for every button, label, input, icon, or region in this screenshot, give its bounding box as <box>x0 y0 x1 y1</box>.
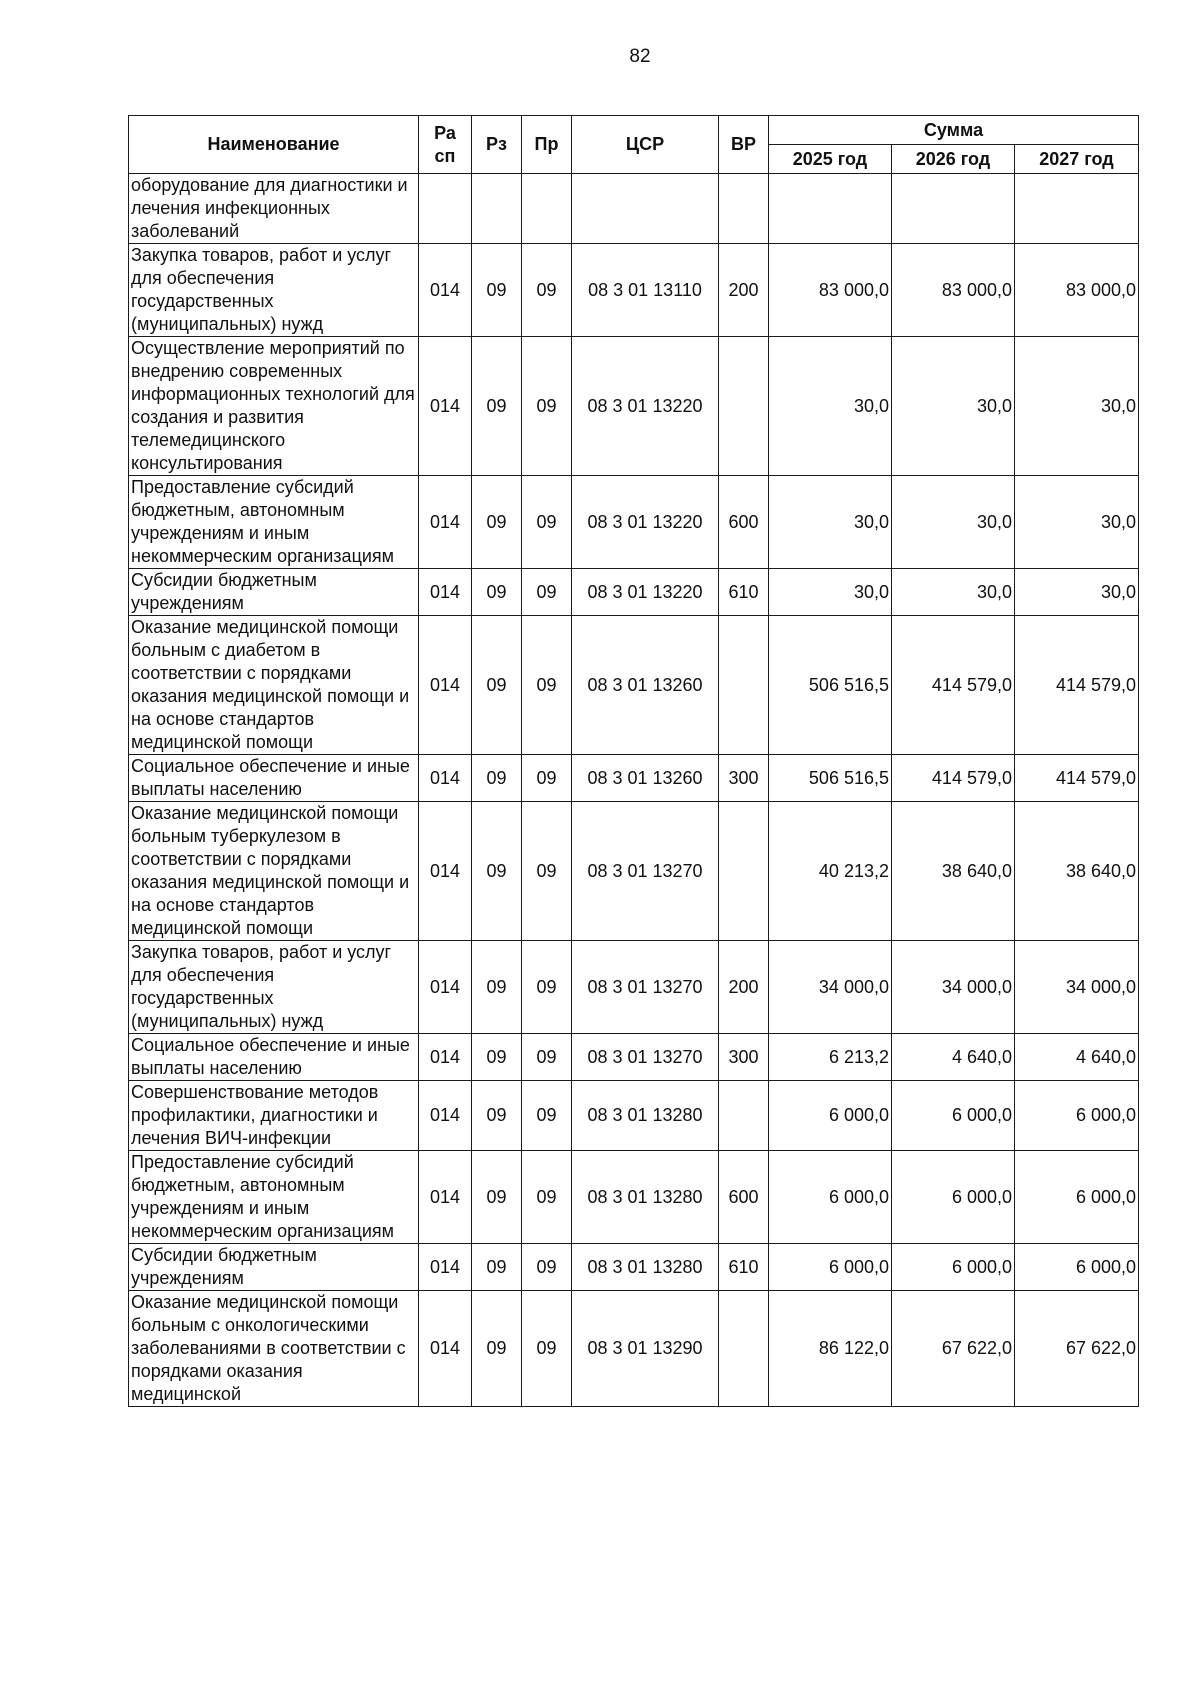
cell-csr <box>572 174 719 244</box>
cell-csr: 08 3 01 13220 <box>572 569 719 616</box>
cell-vr <box>719 616 769 755</box>
cell-pr <box>522 174 572 244</box>
cell-name: Закупка товаров, работ и услуг для обеспечения государственных (муниципальных) нужд <box>129 244 419 337</box>
cell-amount-2027: 6 000,0 <box>1015 1244 1139 1291</box>
table-row <box>129 569 1139 616</box>
cell-name: Субсидии бюджетным учреждениям <box>129 569 419 616</box>
cell-name: Предоставление субсидий бюджетным, автономным учреждениям и иным некоммерческим организациям <box>129 1151 419 1244</box>
cell-csr: 08 3 01 13270 <box>572 941 719 1034</box>
cell-rz: 09 <box>472 569 522 616</box>
cell-rz: 09 <box>472 941 522 1034</box>
cell-vr <box>719 174 769 244</box>
cell-amount-2025: 6 000,0 <box>769 1151 892 1244</box>
cell-amount-2027: 6 000,0 <box>1015 1081 1139 1151</box>
cell-amount-2026: 83 000,0 <box>892 244 1015 337</box>
cell-amount-2026: 30,0 <box>892 337 1015 476</box>
cell-pr: 09 <box>522 1244 572 1291</box>
table-row <box>129 941 1139 1034</box>
cell-vr: 300 <box>719 1034 769 1081</box>
cell-amount-2026: 414 579,0 <box>892 755 1015 802</box>
cell-amount-2026: 34 000,0 <box>892 941 1015 1034</box>
cell-rz: 09 <box>472 337 522 476</box>
header-rasp <box>419 116 472 174</box>
cell-amount-2025: 40 213,2 <box>769 802 892 941</box>
table-row <box>129 1151 1139 1244</box>
cell-rz: 09 <box>472 1151 522 1244</box>
cell-amount-2027: 30,0 <box>1015 337 1139 476</box>
header-sum: Сумма <box>769 116 1139 145</box>
cell-rz: 09 <box>472 1244 522 1291</box>
header-year-2026: 2026 год <box>892 145 1015 174</box>
cell-amount-2027: 38 640,0 <box>1015 802 1139 941</box>
cell-name: Оказание медицинской помощи больным с диабетом в соответствии с порядками оказания медицинской помощи и на основе стандартов медицинской помощи <box>129 616 419 755</box>
cell-csr: 08 3 01 13280 <box>572 1151 719 1244</box>
cell-amount-2026: 30,0 <box>892 476 1015 569</box>
cell-amount-2025: 86 122,0 <box>769 1291 892 1407</box>
cell-pr: 09 <box>522 337 572 476</box>
header-pr: Пр <box>522 116 572 174</box>
cell-vr: 610 <box>719 569 769 616</box>
cell-rz: 09 <box>472 244 522 337</box>
cell-csr: 08 3 01 13280 <box>572 1081 719 1151</box>
cell-rasp: 014 <box>419 1151 472 1244</box>
cell-rz: 09 <box>472 476 522 569</box>
cell-csr: 08 3 01 13110 <box>572 244 719 337</box>
cell-rasp: 014 <box>419 1081 472 1151</box>
cell-pr: 09 <box>522 616 572 755</box>
cell-name: оборудование для диагностики и лечения инфекционных заболеваний <box>129 174 419 244</box>
cell-vr: 610 <box>719 1244 769 1291</box>
cell-rz: 09 <box>472 1081 522 1151</box>
cell-vr: 600 <box>719 476 769 569</box>
cell-rasp: 014 <box>419 1244 472 1291</box>
cell-vr: 600 <box>719 1151 769 1244</box>
cell-vr: 200 <box>719 941 769 1034</box>
cell-amount-2025: 34 000,0 <box>769 941 892 1034</box>
cell-rz: 09 <box>472 1034 522 1081</box>
header-rasp-bottom: сп <box>434 145 456 166</box>
cell-amount-2026: 414 579,0 <box>892 616 1015 755</box>
cell-pr: 09 <box>522 802 572 941</box>
cell-amount-2026: 30,0 <box>892 569 1015 616</box>
cell-vr <box>719 1081 769 1151</box>
cell-rasp: 014 <box>419 941 472 1034</box>
cell-vr: 200 <box>719 244 769 337</box>
cell-rasp: 014 <box>419 337 472 476</box>
cell-amount-2026: 4 640,0 <box>892 1034 1015 1081</box>
table-row <box>129 1034 1139 1081</box>
cell-name: Оказание медицинской помощи больным туберкулезом в соответствии с порядками оказания медицинской помощи и на основе стандартов медицинской помощи <box>129 802 419 941</box>
cell-name: Закупка товаров, работ и услуг для обеспечения государственных (муниципальных) нужд <box>129 941 419 1034</box>
header-rz: Рз <box>472 116 522 174</box>
table-row <box>129 174 1139 244</box>
table-row <box>129 755 1139 802</box>
cell-rz: 09 <box>472 616 522 755</box>
cell-rasp: 014 <box>419 616 472 755</box>
cell-amount-2027: 83 000,0 <box>1015 244 1139 337</box>
cell-amount-2027: 6 000,0 <box>1015 1151 1139 1244</box>
cell-amount-2026: 38 640,0 <box>892 802 1015 941</box>
header-year-2025: 2025 год <box>769 145 892 174</box>
cell-name: Оказание медицинской помощи больным с онкологическими заболеваниями в соответствии с порядками оказания медицинской <box>129 1291 419 1407</box>
cell-pr: 09 <box>522 941 572 1034</box>
cell-vr <box>719 1291 769 1407</box>
table-row <box>129 802 1139 941</box>
cell-vr <box>719 337 769 476</box>
cell-name: Субсидии бюджетным учреждениям <box>129 1244 419 1291</box>
cell-csr: 08 3 01 13270 <box>572 1034 719 1081</box>
cell-amount-2027 <box>1015 174 1139 244</box>
cell-rasp: 014 <box>419 476 472 569</box>
cell-pr: 09 <box>522 1151 572 1244</box>
header-rasp-top: Ра <box>434 122 456 143</box>
cell-pr: 09 <box>522 1081 572 1151</box>
cell-rasp <box>419 174 472 244</box>
cell-rz <box>472 174 522 244</box>
cell-amount-2026: 6 000,0 <box>892 1151 1015 1244</box>
cell-amount-2025: 83 000,0 <box>769 244 892 337</box>
header-name: Наименование <box>129 116 419 174</box>
cell-csr: 08 3 01 13260 <box>572 755 719 802</box>
cell-name: Социальное обеспечение и иные выплаты населению <box>129 755 419 802</box>
table-row <box>129 616 1139 755</box>
cell-amount-2025: 506 516,5 <box>769 616 892 755</box>
cell-rasp: 014 <box>419 1034 472 1081</box>
header-vr: ВР <box>719 116 769 174</box>
cell-amount-2027: 30,0 <box>1015 476 1139 569</box>
page-number: 82 <box>629 46 651 67</box>
budget-table <box>128 115 1139 1407</box>
table-row <box>129 244 1139 337</box>
cell-vr: 300 <box>719 755 769 802</box>
cell-pr: 09 <box>522 476 572 569</box>
header-year-2027: 2027 год <box>1015 145 1139 174</box>
table-header <box>129 116 1139 174</box>
table-body <box>129 174 1139 1407</box>
cell-amount-2025: 6 000,0 <box>769 1244 892 1291</box>
table-row <box>129 337 1139 476</box>
cell-pr: 09 <box>522 1034 572 1081</box>
cell-name: Осуществление мероприятий по внедрению современных информационных технологий для создания и развития телемедицинского консультирования <box>129 337 419 476</box>
cell-csr: 08 3 01 13220 <box>572 476 719 569</box>
cell-amount-2027: 30,0 <box>1015 569 1139 616</box>
cell-amount-2027: 414 579,0 <box>1015 755 1139 802</box>
cell-amount-2026: 6 000,0 <box>892 1244 1015 1291</box>
cell-csr: 08 3 01 13220 <box>572 337 719 476</box>
cell-amount-2027: 414 579,0 <box>1015 616 1139 755</box>
cell-csr: 08 3 01 13270 <box>572 802 719 941</box>
table-row <box>129 1291 1139 1407</box>
cell-vr <box>719 802 769 941</box>
cell-csr: 08 3 01 13260 <box>572 616 719 755</box>
cell-amount-2027: 67 622,0 <box>1015 1291 1139 1407</box>
cell-rasp: 014 <box>419 569 472 616</box>
cell-amount-2026: 67 622,0 <box>892 1291 1015 1407</box>
table-row <box>129 1081 1139 1151</box>
cell-rz: 09 <box>472 755 522 802</box>
cell-name: Совершенствование методов профилактики, диагностики и лечения ВИЧ-инфекции <box>129 1081 419 1151</box>
cell-rasp: 014 <box>419 802 472 941</box>
cell-rasp: 014 <box>419 755 472 802</box>
cell-pr: 09 <box>522 569 572 616</box>
cell-amount-2025 <box>769 174 892 244</box>
cell-amount-2027: 4 640,0 <box>1015 1034 1139 1081</box>
cell-amount-2025: 30,0 <box>769 476 892 569</box>
cell-name: Социальное обеспечение и иные выплаты населению <box>129 1034 419 1081</box>
cell-amount-2026 <box>892 174 1015 244</box>
cell-csr: 08 3 01 13290 <box>572 1291 719 1407</box>
cell-amount-2025: 506 516,5 <box>769 755 892 802</box>
cell-pr: 09 <box>522 755 572 802</box>
table-row <box>129 476 1139 569</box>
cell-csr: 08 3 01 13280 <box>572 1244 719 1291</box>
header-csr: ЦСР <box>572 116 719 174</box>
cell-amount-2027: 34 000,0 <box>1015 941 1139 1034</box>
cell-rasp: 014 <box>419 1291 472 1407</box>
cell-name: Предоставление субсидий бюджетным, автономным учреждениям и иным некоммерческим организациям <box>129 476 419 569</box>
cell-amount-2026: 6 000,0 <box>892 1081 1015 1151</box>
cell-pr: 09 <box>522 244 572 337</box>
cell-rz: 09 <box>472 1291 522 1407</box>
cell-amount-2025: 6 213,2 <box>769 1034 892 1081</box>
cell-rasp: 014 <box>419 244 472 337</box>
table-row <box>129 1244 1139 1291</box>
cell-pr: 09 <box>522 1291 572 1407</box>
cell-amount-2025: 30,0 <box>769 337 892 476</box>
cell-amount-2025: 6 000,0 <box>769 1081 892 1151</box>
cell-rz: 09 <box>472 802 522 941</box>
cell-amount-2025: 30,0 <box>769 569 892 616</box>
